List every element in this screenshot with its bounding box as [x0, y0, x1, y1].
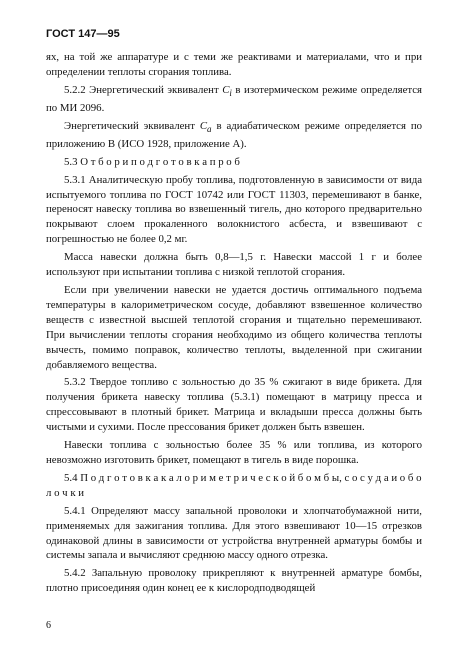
- paragraph-adiabatic: Энергетический эквивалент $C_a$ в адиабатическом режиме определяется по приложению В (ИСО 1928, приложение А).: [46, 119, 423, 150]
- section-heading-5-3: 5.3 О т б о р и п о д г о т о в к а п р о б: [64, 155, 240, 168]
- section-heading-5-4: 5.4 П о д г о т о в к а к а л о р и м е т р и ч е с к о й б о м б ы, с о с у д а и о б о л о ч к и: [46, 471, 422, 499]
- paragraph-5-2-2: 5.2.2 Энергетический эквивалент $C_i$ в изотермическом режиме определяется по МИ 2096.: [46, 83, 422, 114]
- paragraph-5-4-2: 5.4.2 Запальную проволоку прикрепляют к внутренней арматуре бомбы, плотно присоединяя один конец ее к кислородподводящей: [46, 567, 422, 595]
- symbol-c-a: $C_a$: [199, 119, 212, 134]
- symbol-c-i: $C_i$: [222, 83, 232, 98]
- paragraph-5-3-1: 5.3.1 Аналитическую пробу топлива, подготовленную в зависимости от вида испытуемого топлива по ГОСТ 10742 или ГОСТ 11303, перемешивают в банке, переносят навеску топлива во взвешенный тигель, дно которого предварительно покрывают слоем прокаленного волокнистого асбеста, и взвешивают с погрешностью не более 0,2 мг.: [46, 173, 422, 246]
- document-body: [46, 50, 422, 599]
- document-header: ГОСТ 147—95: [46, 28, 120, 40]
- paragraph-powder: Навески топлива с зольностью более 35 % или топлива, из которого невозможно изготовить брикет, помещают в тигель в виде порошка.: [46, 439, 422, 466]
- paragraph-additive: Если при увеличении навески не удается достичь оптимального подъема температуры в калориметрическом сосуде, добавляют взвешенное количество веществ с известной высшей теплотой сгорания и тщательно перемешивают. При вычислении теплоты сгорания необходимо из общего количества теплоты вычесть, помимо поправок, количество теплоты, выделенной при сжигании добавляемого вещества.: [46, 284, 422, 371]
- paragraph-5-3-2: 5.3.2 Твердое топливо с зольностью до 35 % сжигают в виде брикета. Для получения брикета навеску топлива (5.3.1) помещают в матрицу пресса и спрессовывают в плотный брикет. Матрица и вкладыши пресса должны быть чистыми и сухими. После прессования брикет должен быть взвешен.: [46, 376, 422, 434]
- paragraph-5-4-1: 5.4.1 Определяют массу запальной проволоки и хлопчатобумажной нити, применяемых для зажигания топлива. Для этого взвешивают 10—15 отрезков одинаковой длины в зависимости от устройства внутренней арматуры бомбы и системы запала и вычисляют среднюю массу одного отрезка.: [46, 504, 422, 562]
- paragraph-continuation: ях, на той же аппаратуре и с теми же реактивами и материалами, что и при определении теплоты сгорания топлива.: [46, 51, 422, 78]
- paragraph-sample-mass: Масса навески должна быть 0,8—1,5 г. Навески массой 1 г и более используют при испытании топлива с низкой теплотой сгорания.: [46, 251, 422, 279]
- page-number: 6: [46, 620, 51, 631]
